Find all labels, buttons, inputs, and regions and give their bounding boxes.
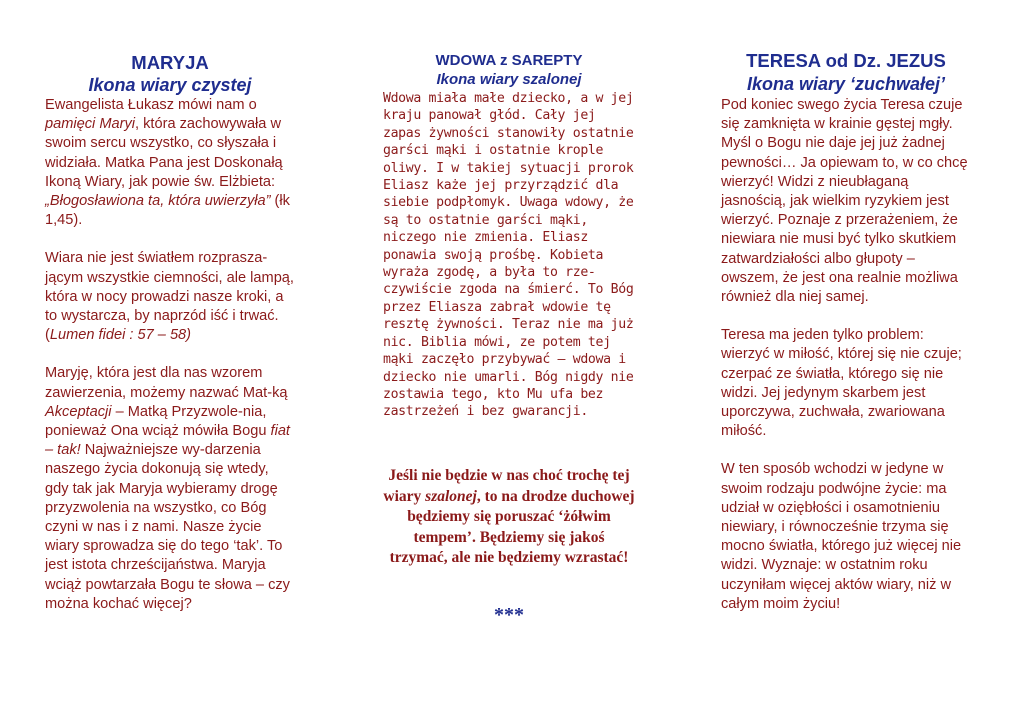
maryja-paragraph-2: Wiara nie jest światłem rozprasza-jącym wszystkie ciemności, ale lampą, która w nocy prowadzi nasze kroki, a to wystarcza, by naprzód iść i trwać. (Lumen fidei : 57 – 58)	[45, 250, 294, 344]
maryja-title: MARYJA	[131, 52, 209, 73]
wdowa-body: Wdowa miała małe dziecko, a w jej kraju panował głód. Cały jej zapas żywności stanowiły ostatnie garści mąki i ostatnie krople oliwy. I w takiej sytuacji prorok Eliasz każe jej przyrządzić dla siebie podpłomyk. Uwaga wdowy, że są to ostatnie garści mąki, niczego nie zmienia. Eliasz ponawia swoją prośbę. Kobieta wyraża zgodę, a była to rze-czywiście zgoda na śmierć. To Bóg przez Eliasza zabrał wdowie tę resztę żywności. Teraz nie ma już nic. Biblia mówi, ze potem tej mąki zaczęło przybywać – wdowa i dziecko nie umarli. Bóg nigdy nie zostawia tego, kto Mu ufa bez zastrzeżeń i bez gwarancji.	[383, 91, 634, 420]
teresa-body	[721, 96, 976, 633]
wdowa-quote: Jeśli nie będzie w nas choć trochę tej wiary szalonej, to na drodze duchowej będziemy się poruszać ‘żółwim tempem’. Będziemy się jakoś trzymać, ale nie będziemy wzrastać!	[383, 467, 635, 566]
wdowa-subtitle: Ikona wiary szalonej	[436, 71, 582, 88]
teresa-paragraph-3: W ten sposób wchodzi w jedyne w swoim rodzaju podwójne życie: ma udział w oziębłości i osamotnieniu niewiary, i równocześnie trzyma się mocno światła, którego już więcej nie widzi. Wyznaje: w ostatnim roku uczyniłam więcej aktów wiary, niż w całym moim życiu!	[721, 461, 962, 612]
teresa-paragraph-2: Teresa ma jeden tylko problem: wierzyć w miłość, której się nie czuje; czerpać ze światła, którego się nie widzi. Jej jedynym skarbem jest uporczywa, zuchwała, zwariowana miłość.	[721, 327, 962, 440]
teresa-subtitle: Ikona wiary ‘zuchwałej’	[746, 74, 946, 94]
wdowa-stars: ***	[494, 604, 524, 626]
maryja-paragraph-3: Maryję, która jest dla nas wzorem zawierzenia, możemy nazwać Mat-ką Akceptacji – Matką Przyzwole-nia, ponieważ Ona wciąż mówiła Bogu fiat – tak! Najważniejsze wy-darzenia naszego życia dokonują się wtedy, gdy tak jak Maryja wybieramy drogę przyzwolenia na wszystko, co Bóg czyni w nas i z nami. Nasze życie wiary sprowadza się do tego ‘tak’. To jest istota chrześcijaństwa. Maryja wciąż powtarzała Bogu te słowa – czy można kochać więcej?	[45, 365, 290, 612]
maryja-body	[45, 96, 295, 633]
wdowa-title: WDOWA z SAREPTY	[435, 52, 583, 69]
teresa-paragraph-1: Pod koniec swego życia Teresa czuje się zamknięta w krainie gęstej mgły. Myśl o Bogu nie daje jej już żadnej pewności… Ja opiewam to, w co chcę wierzyć! Widzi z nieubłaganą jasnością, jak wielkim ryzykiem jest wierzyć. Poznaje z przerażeniem, że niewiara nie musi być tylko skutkiem zatwardziałości albo głupoty – owszem, że jest ona realnie możliwa również dla niej samej.	[721, 97, 968, 306]
maryja-subtitle: Ikona wiary czystej	[88, 75, 252, 95]
teresa-title: TERESA od Dz. JEZUS	[746, 50, 946, 71]
maryja-paragraph-1: Ewangelista Łukasz mówi nam o pamięci Maryi, która zachowywała w swoim sercu wszystko, co słyszała i widziała. Matka Pana jest Doskonałą Ikoną Wiary, jak powie św. Elżbieta: „Błogosławiona ta, która uwierzyła” (łk 1,45).	[45, 97, 290, 229]
